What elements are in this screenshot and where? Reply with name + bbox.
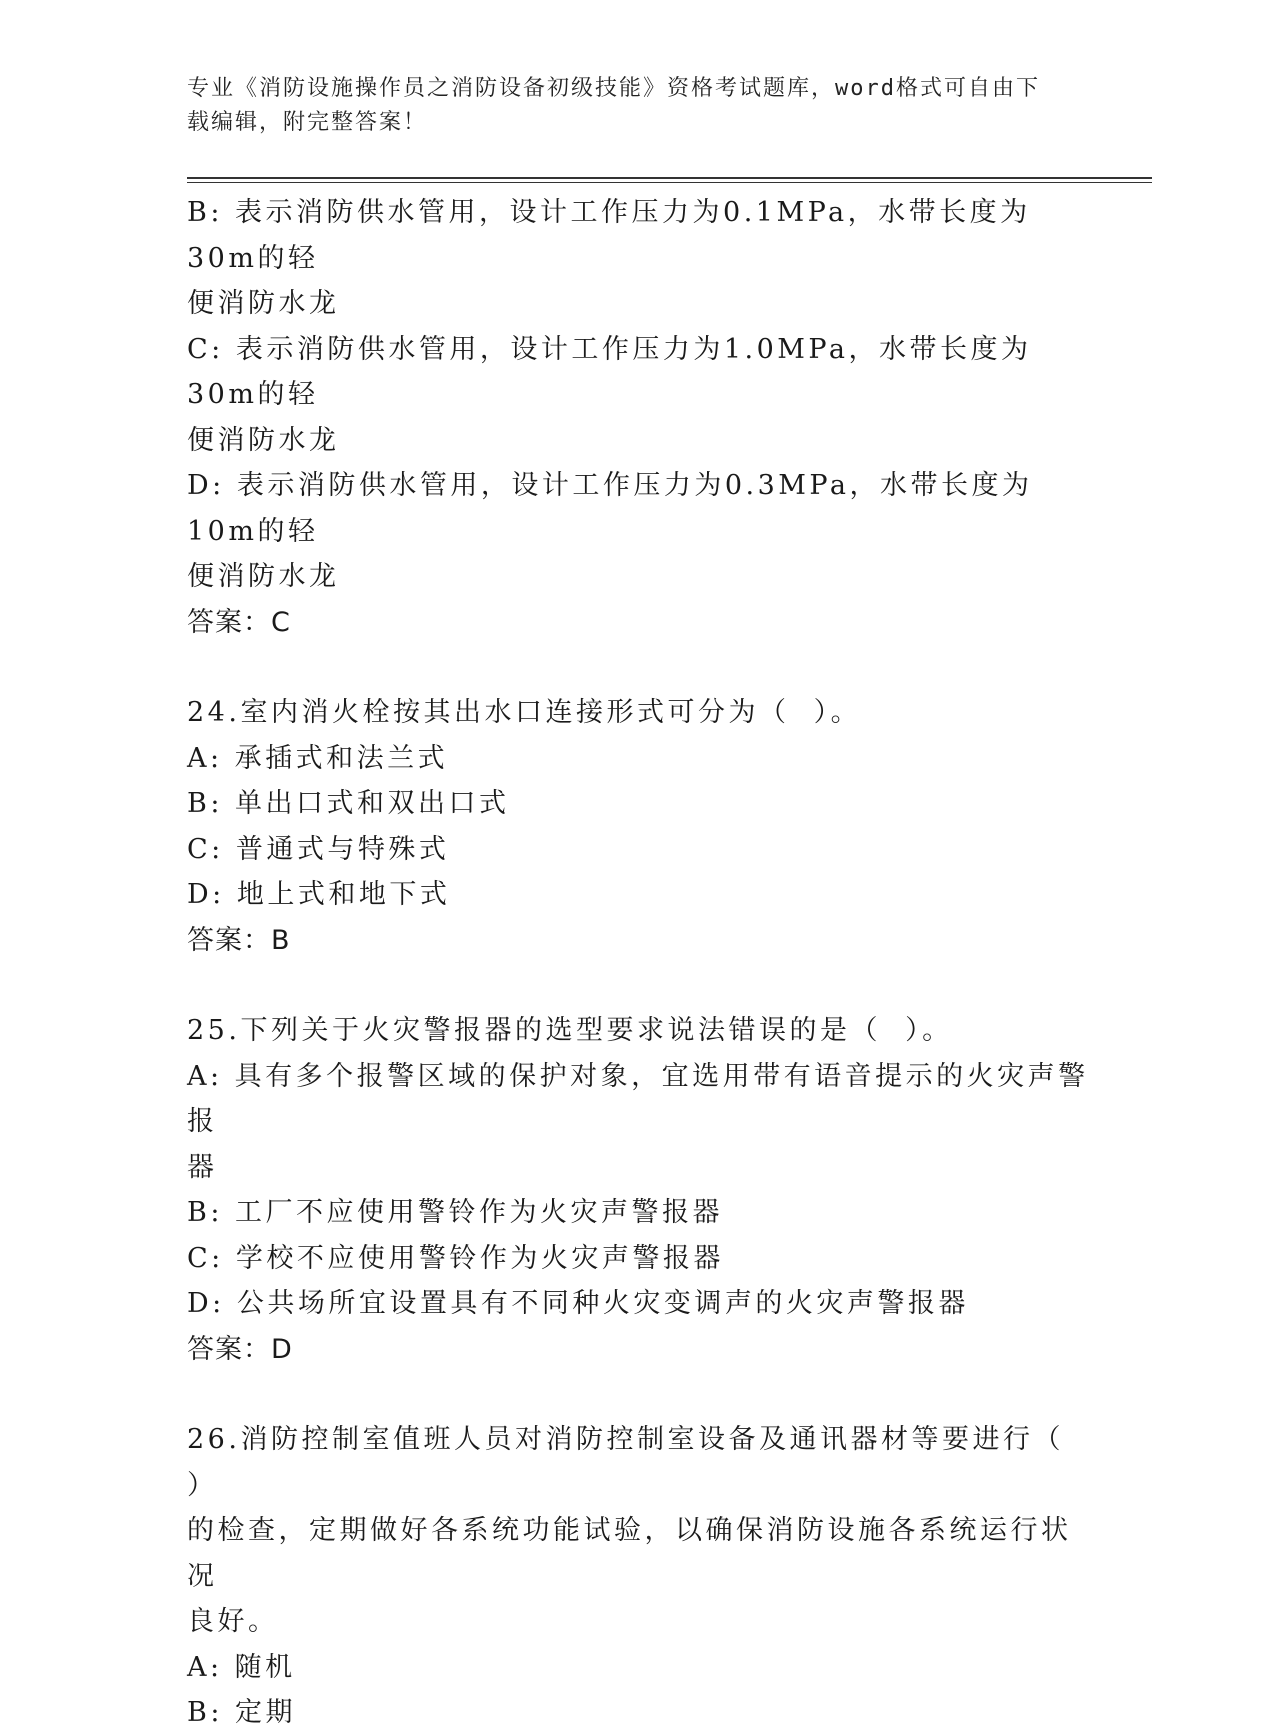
q25-answer: 答案：D (187, 1333, 293, 1365)
header-rule-thick (187, 177, 1152, 179)
question-25-block (187, 1008, 1092, 1372)
q26-option-b: B: 定期 (187, 1697, 297, 1728)
q24-option-b: B: 单出口式和双出口式 (187, 788, 510, 819)
question-23-block (187, 190, 1092, 645)
q23-answer: 答案：C (187, 606, 291, 638)
question-content (187, 190, 1092, 1736)
q26-stem-line-1: 26.消防控制室值班人员对消防控制室设备及通讯器材等要进行（ ） (187, 1424, 1089, 1501)
q25-option-a-line-1: A: 具有多个报警区域的保护对象，宜选用带有语音提示的火灾声警报 (187, 1060, 1089, 1137)
question-24-block (187, 690, 1092, 963)
spacer (187, 963, 1092, 1008)
question-26-block (187, 1417, 1092, 1736)
q24-answer: 答案：B (187, 924, 291, 956)
q23-option-c-line-2: 便消防水龙 (187, 424, 340, 456)
q25-option-b: B: 工厂不应使用警铃作为火灾声警报器 (187, 1197, 724, 1228)
spacer (187, 1372, 1092, 1417)
q23-option-d-line-1: D: 表示消防供水管用，设计工作压力为0.3MPa，水带长度为10m的轻 (187, 470, 1033, 547)
q26-stem-line-3: 良好。 (187, 1606, 279, 1637)
q24-option-c: C: 普通式与特殊式 (187, 833, 450, 865)
q25-option-d: D: 公共场所宜设置具有不同种火灾变调声的火灾声警报器 (187, 1288, 969, 1319)
q24-option-d: D: 地上式和地下式 (187, 879, 451, 910)
q23-option-d-line-2: 便消防水龙 (187, 561, 340, 592)
header-note-line-1: 专业《消防设施操作员之消防设备初级技能》资格考试题库，word格式可自由下 (187, 76, 1040, 101)
q23-option-b-line-1: B: 表示消防供水管用，设计工作压力为0.1MPa，水带长度为30m的轻 (187, 197, 1031, 274)
q26-stem-line-2: 的检查，定期做好各系统功能试验，以确保消防设施各系统运行状况 (187, 1515, 1072, 1592)
q25-stem: 25.下列关于火灾警报器的选型要求说法错误的是（ ）。 (187, 1015, 953, 1046)
q24-stem: 24.室内消火栓按其出水口连接形式可分为（ ）。 (187, 697, 862, 728)
q25-option-c: C: 学校不应使用警铃作为火灾声警报器 (187, 1242, 724, 1274)
q23-option-c-line-1: C: 表示消防供水管用，设计工作压力为1.0MPa，水带长度为30m的轻 (187, 333, 1032, 410)
q25-option-a-line-2: 器 (187, 1151, 218, 1183)
header-note-line-2: 载编辑，附完整答案！ (187, 110, 428, 135)
q26-option-a: A: 随机 (187, 1651, 296, 1683)
q24-option-a: A: 承插式和法兰式 (187, 742, 449, 774)
header-note (187, 72, 1067, 140)
header-rule-thin (187, 182, 1152, 183)
q23-option-b-line-2: 便消防水龙 (187, 288, 340, 319)
spacer (187, 645, 1092, 690)
